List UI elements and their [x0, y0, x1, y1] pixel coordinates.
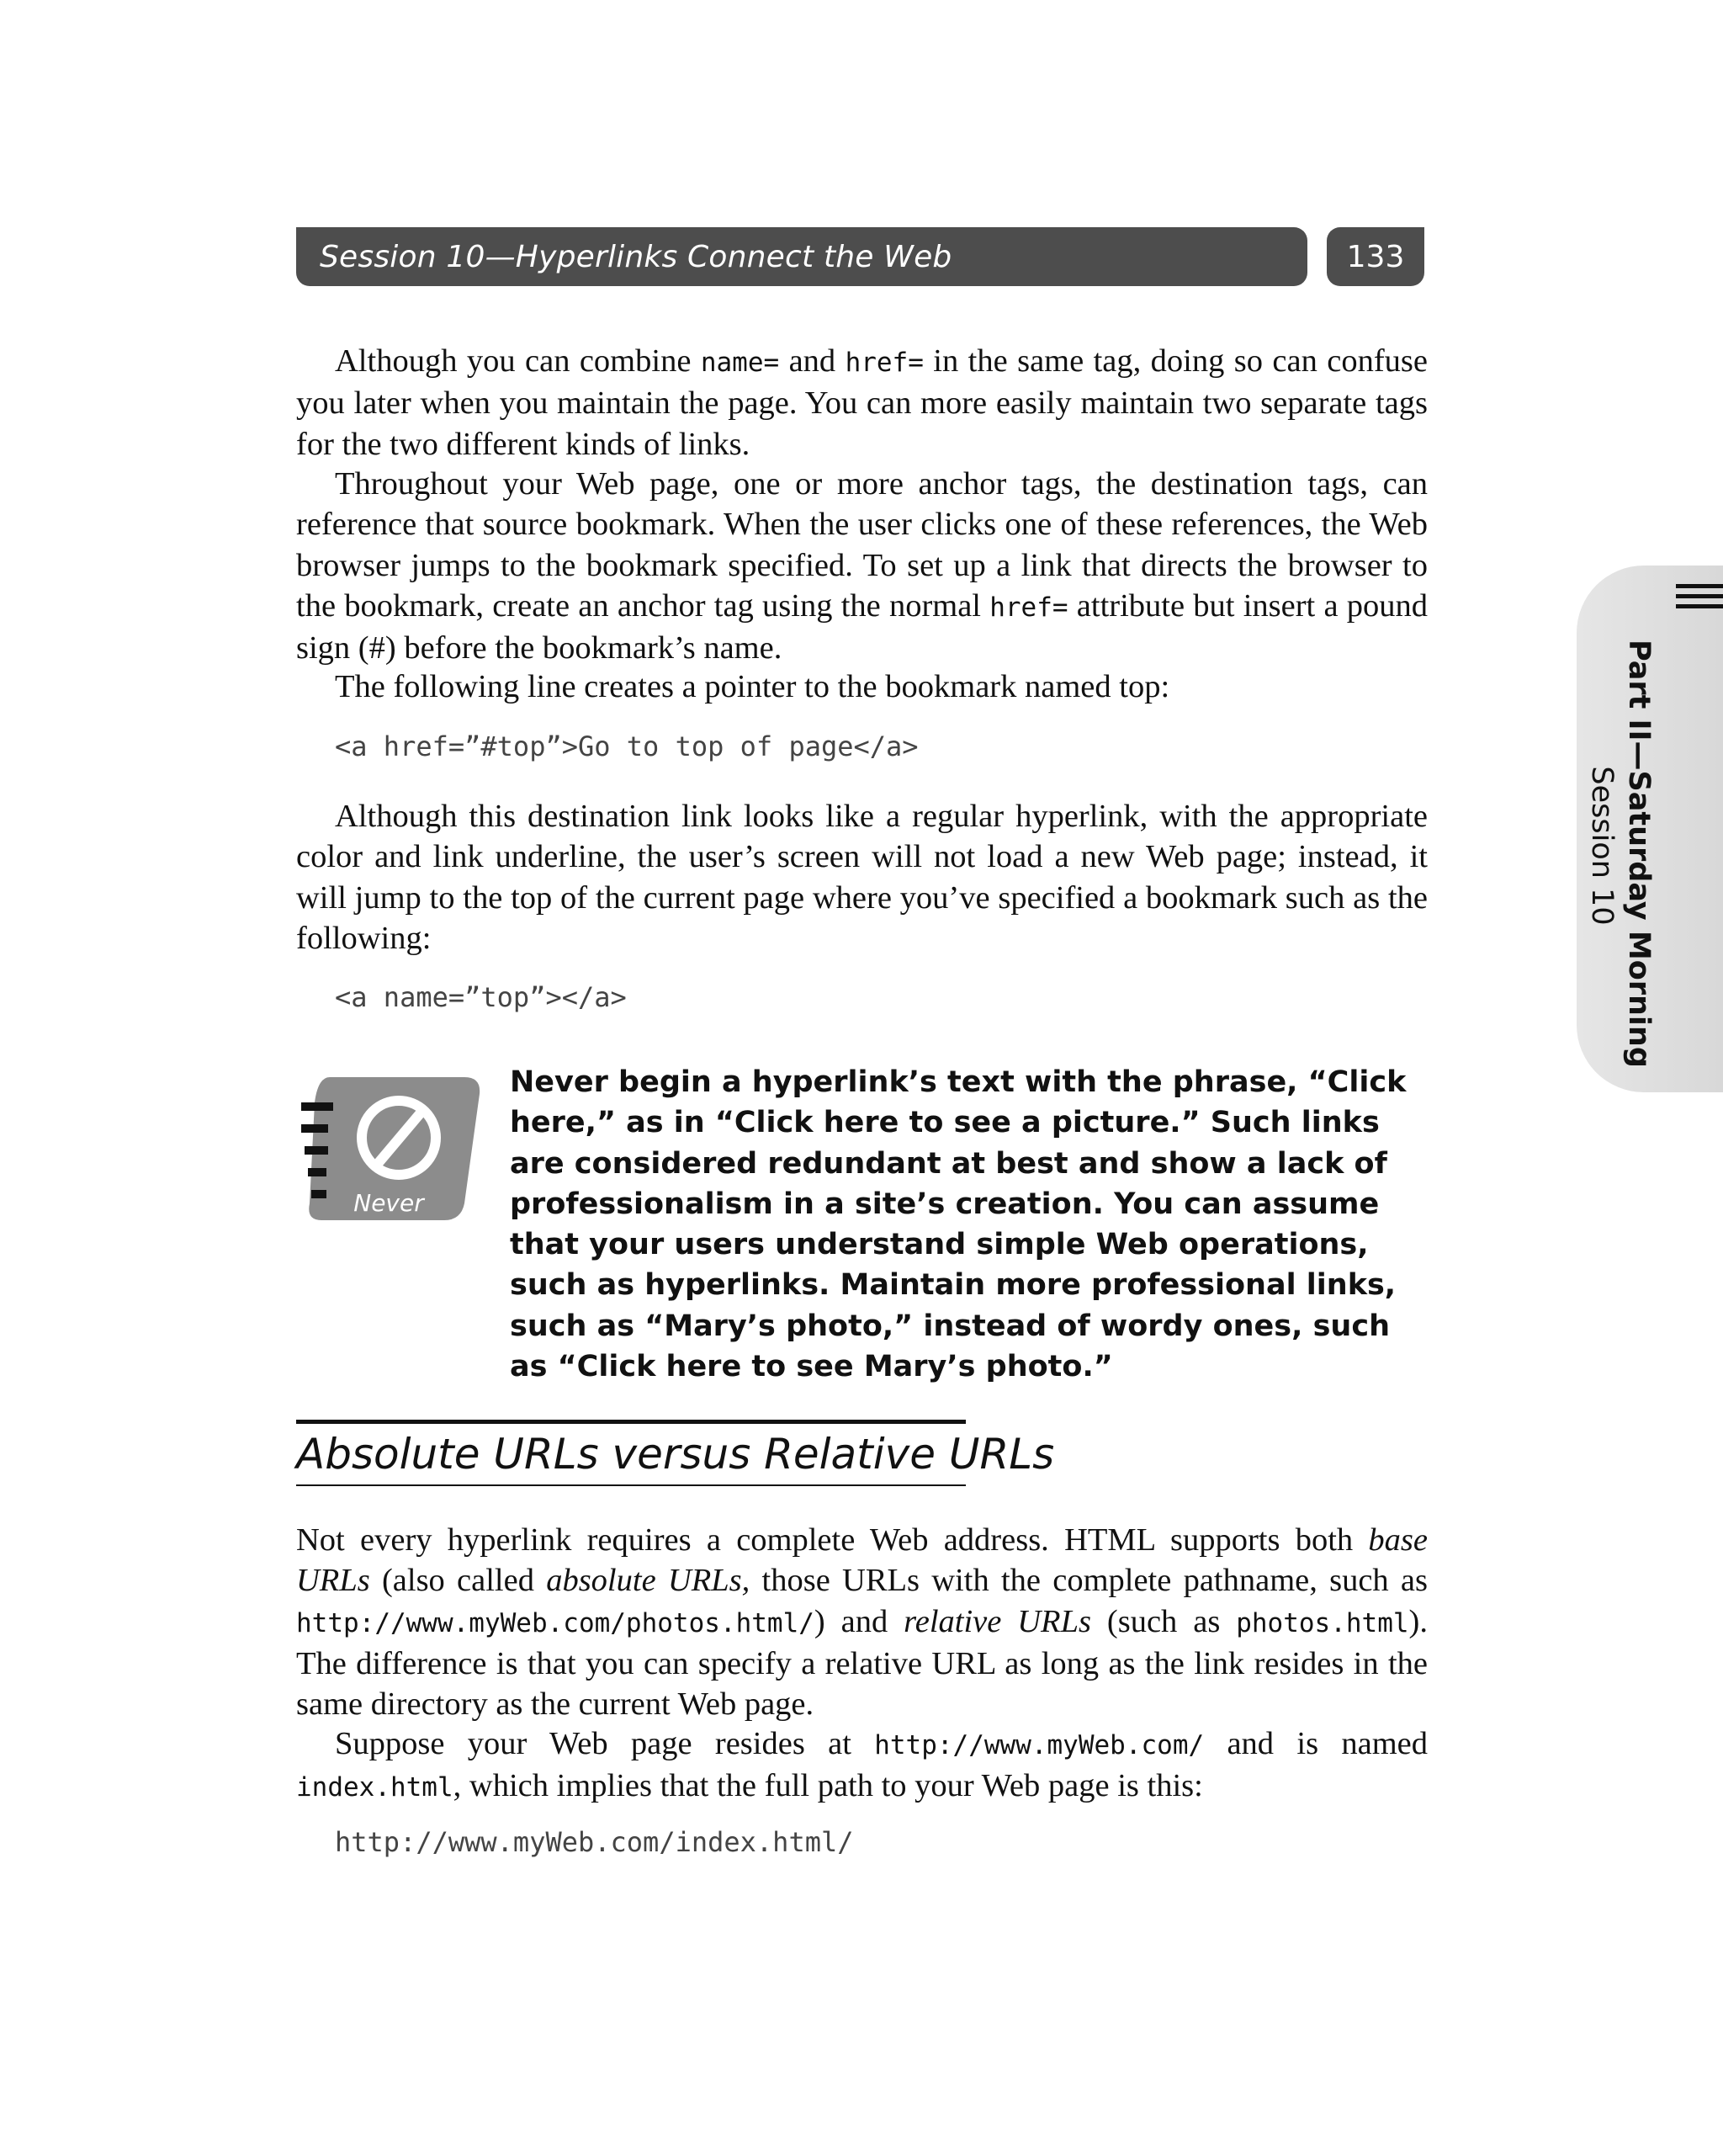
body-paragraph: Throughout your Web page, one or more anchor tags, the destination tags, can reference that source bookmark. When the user clicks one of these references, the Web browser jumps to the bookmark specified. To set up a link that directs the browser to the bookmark, create an anchor tag using the normal href= attribute but insert a pound sign (#) before the bookmark’s name.	[296, 466, 1428, 666]
section-heading: Absolute URLs versus Relative URLs	[296, 1430, 1055, 1479]
running-header-title: Session 10—Hyperlinks Connect the Web	[320, 239, 952, 274]
section-rule-bottom	[296, 1484, 966, 1486]
page-number: 133	[1327, 227, 1424, 286]
inline-code: http://www.myWeb.com/photos.html/	[296, 1607, 814, 1638]
side-tab-part: Part II—Saturday Morning	[1622, 640, 1656, 1068]
inline-code: href=	[989, 592, 1068, 623]
running-header	[296, 227, 1307, 286]
body-paragraph: Although you can combine name= and href= in the same tag, doing so can confuse you later when you maintain the page. You can more easily maintain two separate tags for the two different kinds of links.	[296, 343, 1428, 462]
code-example: http://www.myWeb.com/index.html/	[335, 1826, 854, 1858]
inline-code: photos.html	[1236, 1607, 1409, 1638]
code-example: <a name=”top”></a>	[335, 981, 627, 1013]
never-note-text: Never begin a hyperlink’s text with the phrase, “Click here,” as in “Click here to see a picture.” Such links are considered redundant at best and show a lack of professionalism in a site’s creation. You can assume that your users understand simple Web operations, such as hyperlinks. Maintain more professional links, such as “Mary’s photo,” instead of wordy ones, such as “Click here to see Mary’s photo.”	[510, 1065, 1407, 1384]
inline-code: name=	[700, 348, 780, 378]
body-paragraph: Suppose your Web page resides at http://www.myWeb.com/ and is named index.html, which implies that the full path to your Web page is this:	[296, 1726, 1428, 1804]
side-tab-label	[1583, 640, 1657, 1068]
side-tab-session: Session 10	[1585, 766, 1619, 926]
section-rule-top	[296, 1420, 966, 1424]
body-paragraph: Not every hyperlink requires a complete Web address. HTML supports both base URLs (also called absolute URLs, those URLs with the complete pathname, such as http://www.myWeb.com/photos.html/) and relative URLs (such as photos.html). The difference is that you can specify a relative URL as long as the link resides in the same directory as the current Web page.	[296, 1522, 1428, 1723]
never-icon-label: Never	[353, 1189, 424, 1217]
never-note-icon	[296, 1077, 481, 1220]
code-example: <a href=”#top”>Go to top of page</a>	[335, 730, 919, 762]
side-tab-marker-lines	[1676, 584, 1723, 614]
inline-code: href=	[845, 348, 924, 378]
body-paragraph: The following line creates a pointer to the bookmark named top:	[335, 669, 1170, 704]
inline-code: http://www.myWeb.com/	[874, 1730, 1205, 1760]
body-paragraph: Although this destination link looks like a regular hyperlink, with the appropriate color and link underline, the user’s screen will not load a new Web page; instead, it will jump to the top of the current page where you’ve specified a bookmark such as the following:	[296, 799, 1428, 956]
inline-code: index.html	[296, 1772, 453, 1803]
